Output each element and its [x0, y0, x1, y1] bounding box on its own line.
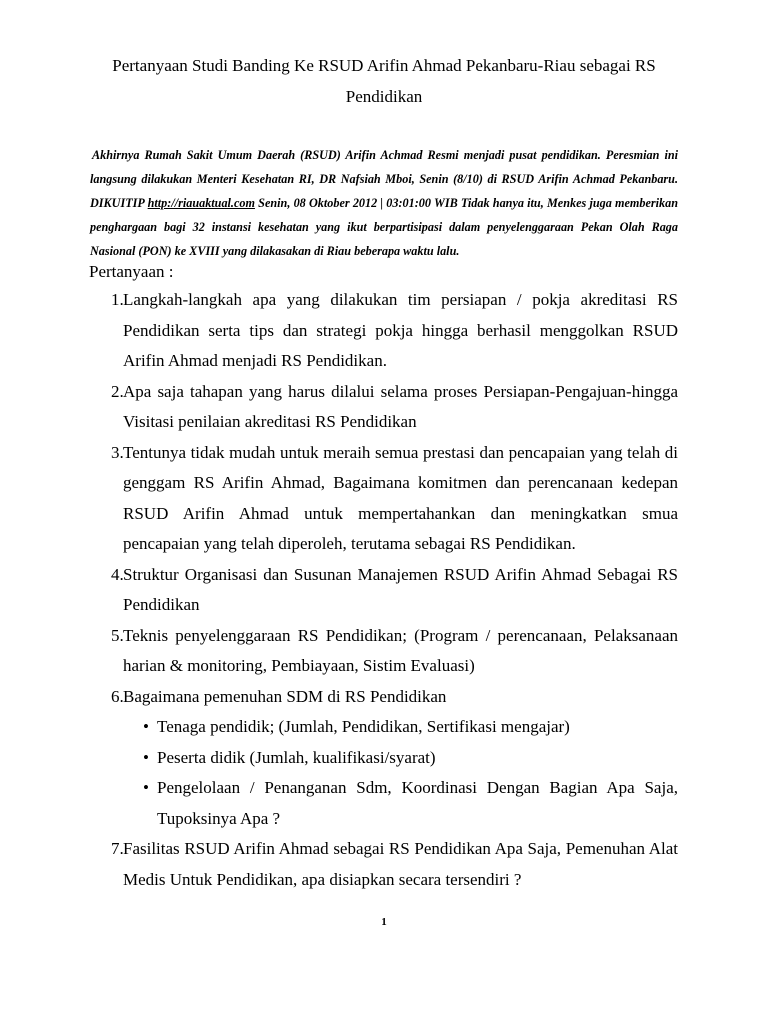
question-item-5 — [89, 621, 678, 682]
question-number: 4. — [111, 564, 124, 584]
bullet-item — [123, 712, 678, 743]
question-item-4 — [89, 560, 678, 621]
question-number: 1. — [111, 290, 124, 309]
bullet-text: Pengelolaan / Penanganan Sdm, Koordinasi Dengan Bagian Apa Saja, Tupoksinya Apa ? — [157, 778, 678, 828]
bullet-item — [123, 773, 678, 834]
question-item-2 — [89, 377, 678, 438]
sdm-bullet-list — [123, 712, 678, 834]
question-text: Langkah-langkah apa yang dilakukan tim persiapan / pokja akreditasi RS Pendidikan serta tips dan strategi pokja hingga berhasil menggolkan RSUD Arifin Ahmad menjadi RS Pendidikan. — [123, 290, 678, 370]
question-item-7 — [89, 834, 678, 895]
question-text: Bagaimana pemenuhan SDM di RS Pendidikan — [123, 686, 447, 706]
intro-text-part2: Senin, 08 Oktober 2012 | 03:01:00 WIB Tidak hanya itu, Menkes juga memberikan penghargaan bagi 32 instansi kesehatan yang ikut berpartisipasi dalam penyelenggaraan Pekan Olah Raga Nasional (PON) ke XVIII yang dilakasakan di Riau beberapa waktu lalu. — [90, 196, 678, 258]
bullet-text: Peserta didik (Jumlah, kualifikasi/syarat) — [157, 747, 436, 767]
questions-label: Pertanyaan : — [89, 262, 174, 281]
document-title: Pertanyaan Studi Banding Ke RSUD Arifin Ahmad Pekanbaru-Riau sebagai RS Pendidikan — [112, 56, 656, 106]
intro-paragraph — [90, 143, 678, 263]
question-number: 2. — [111, 381, 124, 401]
bullet-icon: • — [143, 778, 149, 797]
question-number: 3. — [111, 442, 124, 462]
bullet-icon: • — [143, 717, 149, 736]
question-number: 6. — [111, 686, 124, 706]
question-item-3 — [89, 438, 678, 560]
bullet-item — [123, 743, 678, 774]
source-link[interactable]: http://riauaktual.com — [147, 196, 255, 210]
question-text: Fasilitas RSUD Arifin Ahmad sebagai RS Pendidikan Apa Saja, Pemenuhan Alat Medis Untuk Pendidikan, apa disiapkan secara tersendiri ? — [123, 839, 678, 889]
question-text: Teknis penyelenggaraan RS Pendidikan; (Program / perencanaan, Pelaksanaan harian & monitoring, Pembiayaan, Sistim Evaluasi) — [123, 625, 678, 675]
question-number: 7. — [111, 839, 124, 858]
bullet-text: Tenaga pendidik; (Jumlah, Pendidikan, Sertifikasi mengajar) — [157, 717, 570, 736]
page-number: 1 — [381, 916, 387, 928]
question-text: Tentunya tidak mudah untuk meraih semua prestasi dan pencapaian yang telah di genggam RS Arifin Ahmad, Bagaimana komitmen dan perencanaan kedepan RSUD Arifin Ahmad untuk mempertahankan dan meningkatkan smua pencapaian yang telah diperoleh, terutama sebagai RS Pendidikan. — [123, 442, 678, 553]
question-text: Struktur Organisasi dan Susunan Manajemen RSUD Arifin Ahmad Sebagai RS Pendidikan — [123, 564, 678, 614]
question-number: 5. — [111, 625, 124, 645]
intro-text-part1: Akhirnya Rumah Sakit Umum Daerah (RSUD) Arifin Achmad Resmi menjadi pusat pendidikan. Peresmian ini langsung dilakukan Menteri Kesehatan RI, DR Nafsiah Mboi, Senin (8/10) di RSUD Arifin Achmad Pekanbaru. DIKUITIP — [90, 148, 678, 210]
questions-list — [89, 285, 678, 895]
bullet-icon: • — [143, 747, 149, 767]
question-text: Apa saja tahapan yang harus dilalui selama proses Persiapan-Pengajuan-hingga Visitasi penilaian akreditasi RS Pendidikan — [123, 381, 678, 431]
question-item-1 — [89, 285, 678, 377]
question-item-6 — [89, 682, 678, 835]
